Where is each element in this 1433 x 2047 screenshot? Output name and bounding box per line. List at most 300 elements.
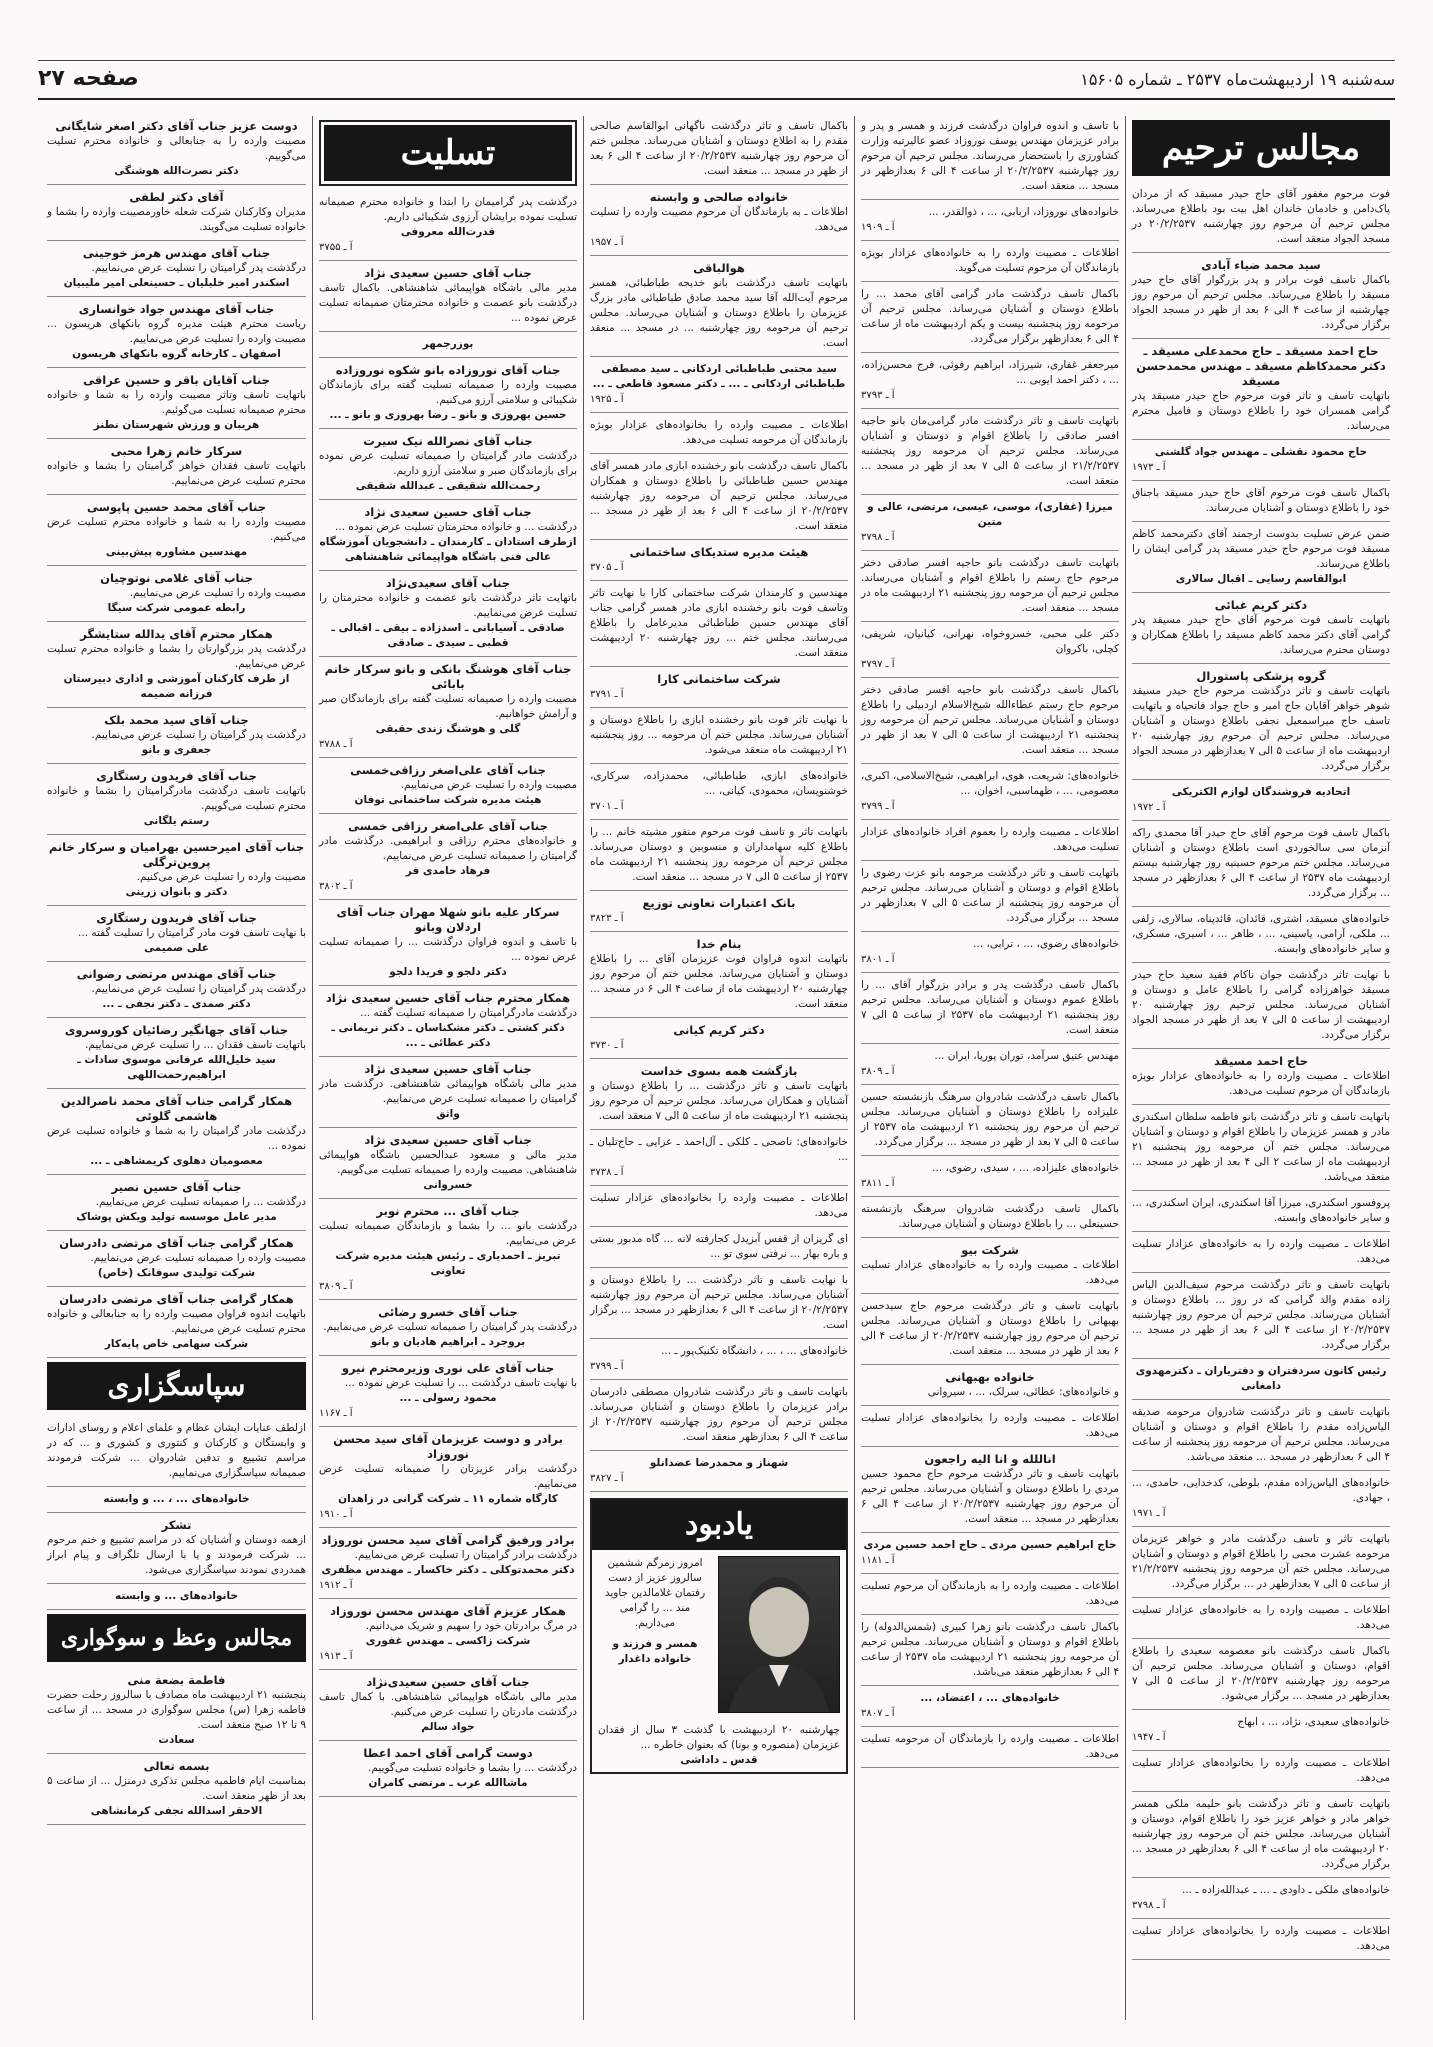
- notice-code: آ ـ ۳۸۰۱: [861, 954, 895, 965]
- notice-text: باتهایت تاسف و تاثر درگذشت مرحومه بانو عزت رضوی را باطلاع اقوام و دوستان و آشنایان می‌رساند. مجلس ترحیم آن مرحومه روز پنجشنبه از ساعت ۵ الی ۷ بعدازظهر در مسجد ... برگزار می‌گردد.: [861, 867, 1119, 924]
- notice-text: خانواده‌های نوروزاد، اربابی، ... ، ذوالقدر، ...: [928, 206, 1119, 218]
- notice-title: بانک اعتبارات تعاونی توزیع: [642, 896, 796, 910]
- notice-text: درگذشت ... را صمیمانه تسلیت عرض می‌نماییم.: [95, 1196, 306, 1208]
- notice: [590, 669, 848, 708]
- notice: [590, 1453, 848, 1492]
- notice-title: جناب آقای حسین سعیدی نژاد: [364, 1062, 532, 1076]
- notice-text: درگذشت بانو ... را بشما و بازماندگان صمیمانه تسلیت عرض می‌نماییم.: [319, 1220, 577, 1247]
- notice: [590, 258, 848, 357]
- notice-code: آ ـ ۱۹۲۵: [590, 394, 624, 405]
- notice-text: مصیبت وارده را تسلیت عرض می‌کنیم.: [136, 871, 306, 883]
- memorial-footer: چهارشنبه ۲۰ اردیبهشت با گذشت ۳ سال از فقدان عزیزمان (منصوره و بونا) که بعنوان خاطره ...: [598, 1724, 840, 1751]
- notice-text: باتهایت تاسف و تاثر درگذشت بانو فاطمه سلطان اسکندری مادر و همسر عزیزمان را باطلاع اقوام و دوستان و آشنایان می‌رساند. مجلس ختم آن مرحومه روز پنجشنبه ۲۱ اردیبهشت ماه از ساعت ۲ الی ۴ بعد از ظهر در مسجد ... منعقد می‌باشد.: [1132, 1111, 1391, 1183]
- notice-text: مصیبت وارده را به جنابعالی و خانواده محترم تسلیت می‌گوییم.: [47, 135, 306, 162]
- notice-sign: شهناز و محمدرضا عضدانلو: [649, 1457, 789, 1469]
- notice-text: باتهایت تاسف و تاثر درگذشت مرحوم سیف‌الدین الیاس زاده مقدم والد گرامی که در روز ... باطلاع دوستان و آشنایان می‌رساند. مجلس ترحیم آن مرحوم روز چهارشنبه ۲۰/۲/۲۵۳۷ از ساعت ۴ الی ۶ بعد از ظهر در مسجد ... برگزار می‌گردد.: [1132, 1279, 1391, 1351]
- notice: [319, 1059, 577, 1128]
- notice-sign: حاج ابراهیم حسین مردی ـ حاج احمد حسین مردی: [863, 1539, 1117, 1551]
- notice-text: باتهایت تاسف و تاثر درگذشت ... را باطلاع دوستان و آشنایان و همکاران می‌رساند. مجلس ترحیم آن مرحوم روز پنجشنبه ۲۱ اردیبهشت ماه از ساعت ۵ الی ۷ منعقد است.: [590, 1080, 848, 1122]
- notice-text: باتهایت تاسف فقدان ... را تسلیت عرض می‌نماییم.: [85, 1039, 306, 1051]
- notice-title: خانواده بهبهانی: [945, 1370, 1035, 1384]
- notice: [47, 1586, 306, 1610]
- notice: [47, 1020, 306, 1089]
- notice: [1132, 823, 1390, 907]
- notice-text: درگذشت مادر گرامیتان را صمیمانه تسلیت عرض نموده برای بازماندگان صبر و سلامتی آرزو داریم.: [319, 450, 577, 477]
- notice-text: با نهایت تاسف فوت مادر گرامیتان را تسلیت گفته ...: [78, 927, 306, 939]
- column-tarhim: [1125, 116, 1396, 2020]
- notice-title: گروه پزشکی پاستورال: [1196, 669, 1326, 683]
- notice: [1132, 1880, 1390, 1919]
- notice-sign: مدیر عامل موسسه تولید ویکش پوشاک: [76, 1211, 277, 1223]
- notice-sign: میرزا (غفاری)، موسی، عیسی، مرتضی، عالی و متین: [867, 501, 1113, 528]
- notice-sign: فرهاد حامدی فر: [405, 865, 491, 877]
- notice-title: سید محمد ضیاء آبادی: [1201, 258, 1321, 272]
- notice: [861, 243, 1119, 282]
- notice: [319, 1429, 577, 1528]
- notice-text: خانواده‌های رضوی، ... ، ترابی، ...: [973, 938, 1119, 950]
- notice: [319, 1358, 577, 1427]
- notice-text: ضمن عرض تسلیت بدوست ارجمند آقای دکترمحمد کاظم مسیقد فوت مرحوم حاج حیدر مسیقد پدر گرامی ایشان را باطلاع می‌رساند.: [1132, 528, 1390, 570]
- notice-sign: سید مجتبی طباطبائی اردکانی ـ سید مصطفی طباطبائی اردکانی ـ ... ـ دکتر مسعود قاطعی ـ ...: [592, 363, 846, 390]
- notice-code: آ ـ ۳۸۰۹: [861, 1066, 895, 1077]
- notice: [319, 1601, 577, 1670]
- notice: [47, 116, 306, 185]
- notice: [861, 1367, 1119, 1406]
- notice-title: جناب آقای علی نوری وزیرمحترم نیرو: [341, 1361, 555, 1375]
- notice-text: اطلاعات ـ مصیبت وارده را به بازماندگان آن مرحوم تسلیت می‌دهد.: [861, 1580, 1119, 1607]
- notice-text: باتهایت اندوه فراوان مصیبت وارده را به جنابعالی و خانواده محترم تسلیت عرض می‌نماییم.: [47, 1308, 306, 1335]
- notice-code: آ ـ ۳۷۰۱: [590, 801, 624, 812]
- notice-text: باتهایت تاسف وتاثر مصیبت وارده را به شما و خانواده محترم صمیمانه تسلیت می‌گوئیم.: [47, 389, 306, 416]
- notice: [1132, 595, 1390, 664]
- notice: [590, 456, 848, 540]
- notice: [590, 415, 848, 454]
- notice-text: باکمال تاسف درگذشت شادروان سرهنگ بازنشسته حسینعلی ... را باطلاع دوستان و آشنایان می‌رساند.: [861, 1203, 1119, 1230]
- notice: [1132, 1921, 1390, 1960]
- notice-text: درگذشت مادرگرامیتان را صمیمانه تسلیت گفته ...: [360, 1007, 577, 1019]
- notice-sign: حاج محمود نقشلی ـ مهندس جواد گلشنی: [1154, 446, 1368, 458]
- notice-text: اطلاعات ـ مصیبت وارده را به خانواده‌های عزادار تسلیت می‌دهد.: [861, 1259, 1119, 1286]
- notice-code: آ ـ ۳۸۰۷: [861, 1708, 895, 1719]
- notice-code: آ ـ ۳۸۲۷: [590, 1473, 624, 1484]
- notice: [47, 710, 306, 764]
- notice-text: باتهایت تاسف فقدان خواهر گرامیتان را بشما و خانواده محترم تسلیت عرض می‌نماییم.: [47, 460, 306, 487]
- notice-text: اطلاعات ـ مصیبت وارده را بخانواده‌های عزادار تسلیت می‌دهد.: [1132, 1925, 1390, 1952]
- notice-text: باتهایت تاثر و تاسف درگذشت مادر و خواهر عزیزمان مرحومه عشرت محبی را باطلاع اقوام و دوستان و آشنایان می‌رساند. مجلس ختم آن مرحومه روز پنجشنبه ۲۱/۲/۲۵۳۷ از ساعت ۵ الی ۷ بعدازظهر در ... برگزار می‌گردد.: [1132, 1533, 1390, 1590]
- notice-text: درگذشت پدر گرامیمان را ابتدا و خانواده محترم صمیمانه تسلیت نموده برایشان آرزوی شکیبائی داریم.: [319, 196, 577, 223]
- notice-title: جناب آقای حسین سعیدی‌نژاد: [366, 1675, 530, 1689]
- notice-title: برادر و دوست عزیزمان آقای سید محسن نوروزاد: [333, 1432, 563, 1461]
- notice-sign: رابطه عمومی شرکت سیگا: [107, 602, 246, 614]
- notice: [861, 1158, 1119, 1197]
- notice: [861, 497, 1119, 551]
- notice-text: باتهایت تاسف و تاثر فوت مرحوم حاج حیدر مسیقد پدر گرامی همسران خود را باطلاع دوستان و فامیل محترم می‌رساند.: [1132, 390, 1390, 432]
- notice-text: باتهایت تاثر و تاسف فوت مرحوم منفور مشیته خانم ... را باطلاع کلیه سهامداران و منسوبین و دوستان می‌رساند. مجلس ترحیم آن مرحومه روز پنجشنبه ۲۱ اردیبهشت ماه ۲۵۳۷ از ساعت ۵ الی ۷ در مسجد ... منعقد است.: [590, 826, 848, 883]
- notice-title: جناب آقای محمد حسین پاپوسی: [86, 500, 267, 514]
- notice: [47, 299, 306, 368]
- notice-text: مصیبت وارده را تسلیت عرض می‌نماییم.: [400, 779, 577, 791]
- notice: [47, 1670, 306, 1754]
- notice-text: باکمال تاسف و تاثر درگذشت ناگهانی ابوالقاسم صالحی مقدم را به اطلاع دوستان و آشنایان می‌رساند. مجلس ختم آن مرحوم روز چهارشنبه ۲۰/۲/۲۵۳۷ از ساعت ۴ الی ۶ بعد از ظهر در مسجد ... منعقد است.: [590, 120, 848, 177]
- notice-title: آقای دکتر لطفی: [129, 190, 224, 204]
- notice-text: باکمال تاسف درگذشت مادر گرامی آقای محمد ... را باطلاع دوستان و آشنایان می‌رساند. مجلس ترحیم آن مرحومه روز پنجشنبه بیست و یکم اردیبهشت ماه از ساعت ۴ الی ۶ بعدازظهر برگزار می‌گردد.: [861, 288, 1119, 345]
- notice-text: ای گریزان از قفس آبزیدل کجارفته لانه ... گاه مدبور بستی و باره بهار ... نرفتی سوی تو ...: [590, 1233, 848, 1260]
- notice: [47, 964, 306, 1018]
- notice: [319, 334, 577, 358]
- section-banner-tarhim: مجالس ترحیم: [1132, 120, 1390, 176]
- notice-text: باتهایت اندوه فراوان فوت عزیزمان آقای ... را باطلاع دوستان و آشنایان می‌رساند. مجلس ختم آن مرحوم روز چهارشنبه ۲۰ اردیبهشت ماه از ساعت ۴ الی ۶ در مسجد ... منعقد است.: [590, 953, 848, 1010]
- notice-text: مدیر مالی باشگاه هواپیمائی شاهنشاهی. با کمال تاسف درگذشت مادرتان را تسلیت عرض می‌کنیم.: [319, 1691, 577, 1718]
- notice-sign: دکتر صمدی ـ دکتر نجفی ـ ...: [102, 998, 251, 1010]
- notice: [861, 975, 1119, 1044]
- memorial-sign: همسر و فرزند و خانواده داغدار: [612, 1638, 698, 1665]
- notice-text: اطلاعات ـ مصیبت وارده را به خانواده‌های عزادار تسلیت می‌دهد.: [1132, 1604, 1390, 1631]
- notice: [47, 1489, 306, 1513]
- notice-text: و خانواده‌های محترم رزاقی و ابراهیمی. درگذشت مادر گرامیتان را صمیمانه تسلیت عرض می‌نماییم.: [319, 835, 577, 862]
- notice-text: خانواده‌های سعیدی، نژاد، ... ، ابهاج: [1237, 1716, 1390, 1728]
- notice-title: تشکر: [161, 1518, 192, 1532]
- notice-title: جناب آقای مهندس جواد خوانساری: [78, 302, 275, 316]
- notice-sign: دکتر دلجو و فریدا دلجو: [389, 966, 507, 978]
- notice-text: مدیران وکارکنان شرکت شعله خاورمصیبت وارده را بشما و خانواده تسلیت می‌گویند.: [47, 206, 306, 233]
- notice-text: باتهایت تاثر درگذشت بانو عصمت و خانواده محترمتان را تسلیت عرض می‌نماییم.: [319, 592, 577, 619]
- notice-sign: واثق: [436, 1108, 460, 1120]
- notice-sign: دکتر نصرت‌الله هوشنگی: [114, 165, 239, 177]
- notice-sign: اصفهان ـ کارخانه گروه بانکهای هریسون: [72, 348, 281, 360]
- notice-code: آ ـ ۳۷۹۸: [861, 532, 895, 543]
- notice-text: با نهایت تاثر فوت بانو رخشنده ابازی را باطلاع دوستان و آشنایان می‌رساند. مجلس ختم آن مرحومه ... روز پنجشنبه ۲۱ اردیبهشت ماه منعقد می‌شود.: [590, 714, 848, 756]
- notice-sign: دکتر و بانوان زرینی: [125, 886, 228, 898]
- notice-sign: رستم یلگانی: [143, 815, 210, 827]
- notice-code: آ ـ ۳۷۹۳: [861, 390, 895, 401]
- notice: [47, 766, 306, 835]
- notice: [319, 1302, 577, 1356]
- notice: [47, 624, 306, 708]
- notice-code: آ ـ ۱۹۷۳: [1132, 462, 1166, 473]
- notice-text: اطلاعات ـ مصیبت وارده را بخانواده‌های عزادار بویژه بازماندگان آن مرحومه تسلیت می‌دهد.: [590, 419, 848, 446]
- notice-text: درگذشت پدر گرامیتان را تسلیت عرض می‌نماییم.: [91, 729, 306, 741]
- notice-code: آ ـ ۳۷۹۸: [1132, 1900, 1166, 1911]
- notice-text: با نهایت تاسف و تاثر درگذشت ... را باطلاع دوستان و آشنایان می‌رساند. مجلس ترحیم آن مرحوم روز چهارشنبه ۲۰/۲/۲۵۳۷ از ساعت ۴ الی ۶ بعدازظهر در مسجد ... برگزار است.: [590, 1274, 848, 1331]
- notice: [861, 1408, 1119, 1447]
- notice: [1132, 1753, 1390, 1792]
- notice-text: درگذشت مادر گرامیتان را به شما و خانواده تسلیت عرض نموده ...: [47, 1125, 306, 1152]
- notice-code: آ ـ ۳۷۳۸: [590, 1167, 624, 1178]
- notice-sign: هیئت مدیره شرکت ساختمانی توفان: [354, 794, 542, 806]
- notice-code: آ ـ ۳۷۰۵: [590, 562, 624, 573]
- notice: [861, 1087, 1119, 1156]
- notice: [47, 908, 306, 962]
- notice-text: باکمال تاسف درگذشت بانو زهرا کبیری (شمس‌الدوله) را باطلاع اقوام و دوستان و آشنایان می‌رساند. مجلس ترحیم آن مرحومه روز پنجشنبه ۲۱ اردیبهشت ماه ۲۵۳۷ از ساعت ۴ الی ۶ بعدازظهر منعقد می‌باشد.: [861, 1621, 1119, 1678]
- notice-code: آ ـ ۳۸۰۹: [319, 1281, 353, 1292]
- notice-text: مهندسین و کارمندان شرکت ساختمانی کارا با نهایت تاثر وتاسف فوت بانو رخشنده ابازی مادر همسر گرامی جناب آقای مهندس حسین طباطبائی مدیرعامل را باطلاع می‌رسانند. مجلس ختم ... روز چهارشنبه ۲۰ اردیبهشت منعقد است.: [590, 587, 848, 659]
- notice-title: جناب آقای علی‌اصغر رزاقی‌خمسی: [350, 763, 546, 777]
- notice-text: باکمال تاسف درگذشت بانو حاجیه افسر صادقی دختر مرحوم حاج رستم عطاءالله شیخ‌الاسلام اردبیلی را باطلاع دوستان و آشنایان می‌رساند. مجلس ترحیم آن مرحومه روز پنجشنبه ۲۱ اردیبهشت از ساعت ۵ الی ۷ بعد از ظهر در مسجد ... منعقد است.: [861, 684, 1120, 756]
- notice-text: اطلاعات ـ مصیبت وارده را به خانواده‌های عزادار بویژه بازماندگان آن مرحوم تسلیت می‌دهد.: [1132, 1070, 1390, 1097]
- top-rule: [38, 60, 1395, 61]
- notice-sign: معصومیان دهلوی کریمشاهی ـ ...: [90, 1155, 263, 1167]
- notice: [861, 1535, 1119, 1574]
- notice: [861, 1617, 1119, 1686]
- notice-title: همکار گرامی جناب آقای مرتضی دادرسان: [59, 1292, 294, 1306]
- notice: [590, 359, 848, 413]
- notice: [1132, 341, 1390, 440]
- notice-text: خانواده‌های ... ، ... ، دانشگاه تکنیک‌پور ـ ...: [661, 1345, 848, 1357]
- notice: [1132, 1712, 1390, 1751]
- notice-title: جناب آقای نوروزاده بانو شکوه نوروزاده: [335, 363, 561, 377]
- notice-text: درگذشت پدر گرامیتان را صمیمانه تسلیت عرض می‌نماییم.: [323, 1321, 577, 1333]
- notice-sign: گلی و هوشنگ زندی حقیقی: [375, 723, 521, 735]
- notice: [47, 370, 306, 439]
- notice-text: ریاست محترم هیئت مدیره گروه بانکهای هریسون ... مصیبت وارده را تسلیت عرض می‌نماییم.: [47, 318, 306, 345]
- notice: [861, 1576, 1119, 1615]
- notice: [47, 243, 306, 297]
- notice-code: آ ـ ۱۹۷۲: [1132, 802, 1166, 813]
- notice-text: دکتر علی محبی، خسروخواه، نهرانی، کیانیان، شریفی، کچلی، باکروان: [861, 628, 1119, 655]
- notice-code: آ ـ ۱۹۵۷: [590, 237, 624, 248]
- notice-title: جناب آقای حسین سعیدی نژاد: [364, 1133, 532, 1147]
- notice: [47, 1091, 306, 1175]
- notice: [861, 822, 1119, 861]
- notice: [861, 934, 1119, 973]
- notice-sign: بروجرد ـ ابراهیم هادیان و بانو: [370, 1336, 526, 1348]
- notice-title: همکار محترم آقای یدالله ستایشگر: [80, 627, 273, 641]
- notice: [319, 1530, 577, 1599]
- notice: [319, 1201, 577, 1300]
- issue-date-line: سه‌شنبه ۱۹ اردیبهشت‌ماه ۲۵۳۷ ـ شماره ۱۵۶۰۵: [1080, 70, 1395, 89]
- notice: [319, 431, 577, 500]
- notice: [1132, 965, 1390, 1049]
- notice-code: آ ـ ۳۸۱۱: [861, 1178, 895, 1189]
- notice-code: آ ـ ۱۹۱۰: [319, 1509, 353, 1520]
- notice: [1132, 1051, 1390, 1105]
- notice-sign: خانواده‌های ... و وابسته: [115, 1590, 238, 1602]
- notice: [319, 760, 577, 814]
- notice-code: آ ـ ۳۷۹۹: [590, 1361, 624, 1372]
- notice: [1132, 1275, 1390, 1359]
- notice: [590, 187, 848, 256]
- notice-title: جناب آقایان باقر و حسین عراقی: [83, 373, 270, 387]
- notice: [319, 816, 577, 900]
- notice-sign: خانواده‌های ... ، اعتضاد، ...: [920, 1692, 1060, 1704]
- notice: [861, 680, 1119, 764]
- memorial-text: امروز زمرگم ششمین سالروز عزیز از دست رفتمان غلامالدین جاوید مند ... را گرامی می‌داریم.: [604, 1557, 706, 1629]
- column-taslit: [312, 116, 583, 2020]
- notice-sign: رئیس کانون سردفتران و دفتریاران ـ دکترمهدوی دامغانی: [1135, 1365, 1387, 1392]
- notice-text: اطلاعات ـ مصیبت وارده را به خانواده‌های عزادار بویژه بازماندگان آن مرحوم تسلیت می‌گوید.: [861, 247, 1119, 274]
- notice-sign: شرکت زاکسی ـ مهندس غفوری: [365, 1635, 531, 1647]
- section-banner-vaz: مجالس وعظ و سوگواری: [47, 1614, 306, 1662]
- notice-text: مهندس عتیق سرآمد، توران پوریا، ایران ...: [934, 1050, 1119, 1062]
- notice: [1132, 1641, 1390, 1710]
- notice: [861, 1449, 1119, 1533]
- notice-text: درگذشت ... و خانواده محترمتان تسلیت عرض نموده ...: [335, 521, 577, 533]
- notice: [319, 502, 577, 571]
- notice-text: باتهایت تاسف و تاثر درگذشت شادروان مصطفی دادرسان برادر عزیزمان را باطلاع دوستان و آشنایان می‌رساند. مجلس ترحیم آن مرحوم روز چهارشنبه ۲۰/۲/۲۵۳۷ از ساعت ۴ الی ۶ بعدازظهر منعقد است.: [590, 1386, 848, 1443]
- notice: [1132, 1402, 1390, 1471]
- notice: [47, 1289, 306, 1358]
- notice: [861, 1729, 1119, 1768]
- notice: [590, 822, 848, 891]
- notice-text: ازهمه دوستان و آشنایان که در مراسم تشییع و ختم مرحوم ... شرکت فرمودند و یا با ارسال تلگراف و پیام ابراز همدردی نمودند سپاسگزاری می‌شود.: [47, 1534, 306, 1576]
- notice: [590, 1061, 848, 1130]
- notice-text: و خانواده‌های: عطائی، سرلک، ... ، سیروانی: [927, 1386, 1119, 1398]
- notice-sign: رحمت‌الله شقیقی ـ عبدالله شقیقی: [355, 480, 541, 492]
- notice-sign: صادقی ـ آسیابانی ـ اسدزاده ـ بیقی ـ اقبالی ـ قطبی ـ سیدی ـ صادقی: [331, 622, 565, 649]
- notice-title: جناب آقای حسین سعیدی نژاد: [364, 266, 532, 280]
- notice: [47, 187, 306, 241]
- notice-text: مصیبت وارده را صمیمانه تسلیت گفته برای بازماندگان شکیبائی و سلامتی آرزو می‌کنیم.: [319, 379, 577, 406]
- notice-sign: مهندسین مشاوره پیش‌بینی: [105, 546, 248, 558]
- notice: [319, 1130, 577, 1199]
- notice-text: باکمال تاسف فوت مرحوم آقای حاج حیدر آقا محمدی راکه آنزمان سی سالخوردی است باطلاع دوستان و آشنایان می‌رساند. مجلس ختم مرحوم حسینیه روز چهارشنبه بیستم اردیبهشت ماه ۲۵۳۷ از ساعت ۴ الی ۶ بعدازظهر در مسجد ... برگزار می‌گردد.: [1132, 827, 1390, 899]
- columns: [38, 116, 1396, 2020]
- notice-text: مصیبت وارده را صمیمانه تسلیت عرض می‌نماییم.: [90, 1252, 306, 1264]
- notice-title: جناب آقای جهانگیر رضائیان کوروسروی: [64, 1023, 289, 1037]
- notice-title: فاطمة بضعة منی: [127, 1673, 226, 1687]
- notice-text: درگذشت برادر عزیزتان را صمیمانه تسلیت عرض می‌نماییم.: [319, 1463, 577, 1490]
- notice-title: برادر ورفیق گرامی آقای سید محسن نوروزاد: [321, 1533, 575, 1547]
- notice-sign: دکتر کشتی ـ دکتر مشکناسان ـ دکتر نریمانی ـ دکتر عطائی ـ ...: [331, 1022, 565, 1049]
- notice-text: پروفسور اسکندری، میرزا آقا اسکندری، ایران اسکندری، ... و سایر خانواده‌های وابسته.: [1132, 1197, 1390, 1224]
- notice: [1132, 782, 1390, 821]
- notice-code: آ ـ ۱۱۶۷: [319, 1408, 353, 1419]
- notice-title: بنام خدا: [696, 937, 742, 951]
- notice: [47, 1756, 306, 1825]
- notice-text: باکمال تاسف درگذشت بانو رخشنده ابازی مادر همسر آقای مهندس حسین طباطبائی را باطلاع دوستان و همکاران می‌رساند. مجلس ترحیم آن مرحومه روز چهارشنبه ۲۰/۲/۲۵۳۷ از ساعت ۴ الی ۶ بعد از ظهر در مسجد ... منعقد است.: [590, 460, 849, 532]
- notice-sign: تبریز ـ احمدیاری ـ رئیس هیئت مدیره شرکت تعاونی: [335, 1250, 561, 1277]
- notice-title: جناب آقای علی‌اصغر رزاقی خمسی: [348, 819, 548, 833]
- notice-title: جناب آقای امیرحسین بهرامیان و سرکار خانم پروین‌ترگلی: [48, 840, 305, 869]
- notice-text: بمناسبت ایام فاطمیه مجلس تذکری درمنزل ... از ساعت ۵ بعد از ظهر منعقد است.: [47, 1775, 306, 1802]
- section-banner-taslit: تسلیت: [324, 125, 572, 181]
- notice-code: آ ـ ۱۹۱۲: [319, 1580, 353, 1591]
- notice-text: باتهایت تاسف درگذشت بانو حاجیه افسر صادقی دختر مرحوم حاج رستم را باطلاع اقوام و آشنایان می‌رساند. مجلس ترحیم آن مرحومه روز پنجشنبه ۲۱ اردیبهشت ماه در مسجد ... منعقد است.: [861, 557, 1119, 614]
- notice-text: اطلاعات ـ مصیبت وارده را به خانواده‌های عزادار تسلیت می‌دهد.: [1132, 1238, 1390, 1265]
- notice-sign: محمود رسولی ـ ...: [399, 1392, 497, 1404]
- notice: [590, 116, 848, 185]
- notice-text: باتهایت تاسف و تاثر درگذشت مرحوم حاج حیدر مسیقد شوهر خواهر آقایان حاج امیر و حاج جواد فاتحیاه و باتهایت تاسف حاج میراسمعیل نجفی باطلاع دوستان و آشنایان می‌رساند. مجلس ترحیم آن مرحوم روز چهارشنبه ۲۰ اردیبهشت ماه از ساعت ۵ الی ۷ بعدازظهر در مسجد الجواد برگزار می‌گردد.: [1132, 685, 1390, 772]
- notice-text: باکمال تاسف درگذشت بانو معصومه سعیدی را باطلاع اقوام، دوستان و آشنایان می‌رساند. مجلس ترحیم آن مرحومه روز چهارشنبه ۲۰/۲/۲۵۳۷ از ساعت ۵ الی ۷ بعدازظهر در مسجد ... برگزار می‌شود.: [1132, 1645, 1390, 1702]
- page-header: [38, 64, 1395, 100]
- notice-text: خانواده‌های مسیقد، اشتری، قائدان، قائدپناه، سالاری، زلفی‌ ... ملکی، آرامی، یاسینی، ... ، ظاهر ... ، اسیری، مسکری، و سایر خانواده‌های وابسته.: [1132, 913, 1390, 955]
- notice-sign: بوزرجمهر: [422, 338, 474, 350]
- notice: [47, 1233, 306, 1287]
- notice-text: درگذشت پدر گرامیتان را تسلیت عرض می‌نماییم.: [91, 983, 306, 995]
- notice-text: اطلاعات ـ مصیبت وارده را بعموم افراد خانواده‌های عزادار تسلیت می‌دهد.: [861, 826, 1119, 853]
- notice-text: باتهایت تاسف درگذشت بانو خدیجه طباطبائی، همسر مرحوم آیت‌الله آقا سید محمد صادق طباطبائی مادر بزرگ عزیزمان را باطلاع دوستان و آشنایان می‌رساند. مجلس ترحیم آن مرحومه روز چهارشنبه ... در مسجد ... منعقد است.: [590, 277, 848, 349]
- notice-text: باتهایت تاسف و تاثر درگذشت بانو حلیمه ملکی همسر خواهر مادر و خواهر عزیز خود را باطلاع اقوام، دوستان و آشنایان می‌رساند. مجلس ختم آن مرحومه روز چهارشنبه ۲۰ اردیبهشت ماه از ساعت ۴ الی ۶ بعدازظهر در مسجد ... برگزار می‌گردد.: [1132, 1798, 1390, 1870]
- notice: [47, 1515, 306, 1584]
- notice-title: دکتر کریم غبائی: [1214, 598, 1308, 612]
- notice-title: جناب آقای خسرو رضائی: [378, 1305, 518, 1319]
- notice-title: جناب آقای سعیدی‌نژاد: [385, 576, 511, 590]
- notice-text: باکمال تاسف درگذشت پدر و برادر بزرگوار آقای ... را باطلاع عموم دوستان و آشنایان می‌رساند. مجلس ترحیم روز پنجشنبه ۲۱ اردیبهشت ماه ۲۵۳۷ از ساعت ۵ الی ۷ منعقد است.: [861, 979, 1120, 1036]
- notice: [319, 988, 577, 1057]
- notice: [1132, 1361, 1390, 1400]
- notice: [861, 202, 1119, 241]
- notice: [319, 360, 577, 429]
- notice: [590, 1132, 848, 1186]
- notice-code: آ ـ ۱۹۷۱: [1132, 1508, 1166, 1519]
- notice-text: مدیر مالی و مسعود عبدالحسین باشگاه هواپیمائی شاهنشاهی. مصیبت وارده را صمیمانه تسلیت می‌گوییم.: [319, 1149, 577, 1176]
- notice-title: هوالباقی: [693, 261, 745, 275]
- notice-title: جناب آقای حسین سعیدی نژاد: [364, 505, 532, 519]
- notice-sign: علی صمیمی: [144, 942, 209, 954]
- notice-sign: اسکندر امیر خلیلیان ـ حسینعلی امیر ملیبیان: [63, 277, 290, 289]
- notice: [861, 766, 1119, 820]
- notice-title: همکار گرامی جناب آقای محمد ناصرالدین هاشمی گلوئی: [60, 1094, 293, 1123]
- notice: [1132, 1193, 1390, 1232]
- notice: [47, 1177, 306, 1231]
- notice-title: جناب آقای نصرالله نیک سیرت: [363, 434, 533, 448]
- notice-title: جناب آقای هوشنگ بانکی و بانو سرکار خانم بابائی: [324, 662, 572, 691]
- notice-title: سرکار علیه بانو شهلا مهران جناب آقای اردلان وبانو: [336, 905, 560, 934]
- notice-text: با تاسف و اندوه فراوان درگذشت فرزند و همسر و پدر و برادر عزیزمان مهندس یوسف نوروزاد عضو عالیرتبه وزارت کشاورزی را باستحضار می‌رساند. مجلس ترحیم آن مرحوم روز چهارشنبه ۲۰/۲/۲۵۳۷ از ساعت ۴ الی ۶ بعدازظهر در مسجد ... منعقد است.: [861, 120, 1119, 192]
- notice: [319, 1672, 577, 1741]
- notice-title: شرکت بیو: [961, 1243, 1019, 1257]
- notice: [319, 902, 577, 986]
- notice-text: باتهایت تاسف و تاثر درگذشت مرحوم حاج محمود حسین مردی را باطلاع دوستان و آشنایان می‌رساند. مجلس ترحیم آن مرحوم روز چهارشنبه ۲۰/۲/۲۵۳۷ از ساعت ۴ الی ۶ بعدازظهر در مسجد ... منعقد است.: [861, 1468, 1119, 1525]
- notice-sign: الاحقر اسدالله نجفی کرمانشاهی: [90, 1805, 263, 1817]
- notice: [861, 863, 1119, 932]
- notice-text: با نهایت تاثر درگذشت جوان ناکام فقید سعید حاج حیدر مسیقد خواهرزاده گرامی را باطلاع عامل و دوستان و آشنایان می‌رساند. مجلس ترحیم روز چهارشنبه ۲۰ اردیبهشت از ساعت ۵ الی ۷ بعد از ظهر در مسجد الجواد برگزار می‌گردد.: [1132, 969, 1390, 1041]
- notice: [47, 837, 306, 906]
- notice-sign: جواد سالم: [421, 1721, 475, 1733]
- notice: [590, 1270, 848, 1339]
- notice-title: دوست گرامی آقای احمد اعطا: [363, 1746, 533, 1760]
- notice: [590, 1020, 848, 1059]
- notice: [1132, 1234, 1390, 1273]
- taslit-banner-frame: [319, 120, 577, 186]
- notice: [1132, 483, 1390, 522]
- notice-text: خانواده‌های علیزاده، ... ، سیدی، رضوی، ...: [932, 1162, 1119, 1174]
- notice-sign: ازطرف استادان ـ کارمندان ـ دانشجویان آموزشگاه عالی فنی باشگاه هواپیمائی شاهنشاهی: [319, 536, 577, 563]
- notice-title: جناب آقای مهندس مرتضی رضوانی: [76, 967, 277, 981]
- notice-text: مصیبت وارده را تسلیت عرض می‌نماییم.: [129, 587, 306, 599]
- notice-title: جناب آقای فریدون رستگاری: [96, 911, 257, 925]
- notice-sign: از طرف کارکنان آموزشی و اداری دبیرستان فرزانه ضمیمه: [63, 673, 290, 700]
- notice: [861, 1046, 1119, 1085]
- notice: [47, 568, 306, 622]
- notice-text: درگذشت پدر گرامیتان را تسلیت عرض می‌نماییم.: [91, 262, 306, 274]
- notice-text: باکمال تاسف فوت مرحوم آقای حاج حیدر مسیقد باجناق خود را باطلاع دوستان و آشنایان می‌رساند.: [1132, 487, 1390, 514]
- notice: [1132, 442, 1390, 481]
- notice-text: اطلاعات ـ مصیبت وارده را بازماندگان آن مرحومه تسلیت می‌دهد.: [861, 1733, 1119, 1760]
- notice-title: شرکت ساختمانی کارا: [657, 672, 781, 686]
- notice-code: آ ـ ۱۹۴۷: [1132, 1732, 1166, 1743]
- notice-text: باتهایت تاسف درگذشت مادرگرامیتان را بشما و خانواده محترم تسلیت می‌گوییم.: [47, 785, 306, 812]
- notice: [1132, 255, 1390, 339]
- notice: [861, 355, 1119, 409]
- notice-text: با تاسف و اندوه فراوان درگذشت ... را صمیمانه تسلیت عرض نموده ...: [319, 936, 577, 963]
- notice-sign: اتحادیه فروشندگان لوازم الکتریکی: [1171, 786, 1351, 798]
- notice-text: باتهایت تاسف و تاثر درگذشت مادر گرامی‌مان بانو حاجیه افسر صادقی را باطلاع اقوام و دوستان و آشنایان می‌رساند. مجلس ترحیم آن مرحومه روز پنجشنبه ۲۱/۲/۲۵۳۷ از ساعت ۵ الی ۷ بعد از ظهر در مسجد ... منعقد است.: [861, 415, 1120, 487]
- notice: [1132, 1794, 1390, 1878]
- notice: [861, 411, 1119, 495]
- notice: [861, 1240, 1119, 1294]
- notice: [590, 893, 848, 932]
- notice: [861, 1296, 1119, 1365]
- notice: [861, 1688, 1119, 1727]
- notice: [861, 116, 1119, 200]
- notice: [590, 766, 848, 820]
- notice-title: جناب آقای مهندس هرمز خوجینی: [82, 246, 271, 260]
- notice-code: آ ـ ۳۷۵۵: [319, 242, 353, 253]
- notice-title: هیئت مدیره ستدیکای ساختمانی: [629, 545, 809, 559]
- notice-text: درگذشت پدر بزرگوارتان را بشما و خانواده محترم تسلیت عرض می‌نماییم.: [47, 643, 306, 670]
- notice-sign: سعادت: [158, 1734, 195, 1746]
